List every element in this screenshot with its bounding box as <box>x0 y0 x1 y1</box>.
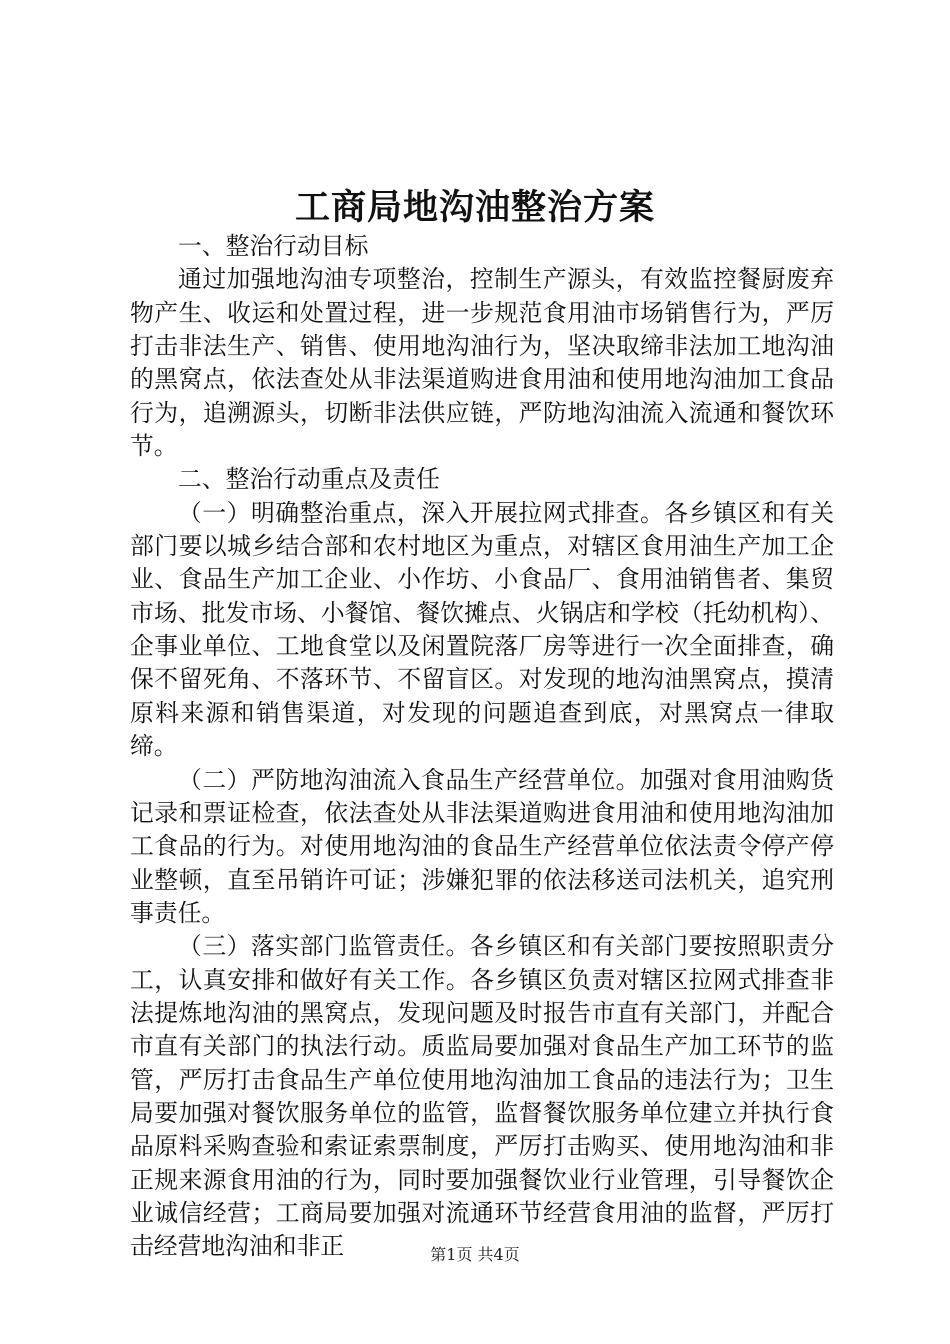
section-heading-focus: 二、整治行动重点及责任 <box>178 465 440 494</box>
document-body <box>130 230 834 1264</box>
document-title: 工商局地沟油整治方案 <box>294 187 655 228</box>
paragraph-item-3: （三）落实部门监管责任。各乡镇区和有关部门要按照职责分工，认真安排和做好有关工作。各乡镇区负责对辖区拉网式排查非法提炼地沟油的黑窝点，发现问题及时报告市直有关部门，并配合市直有关部门的执法行动。质监局要加强对食品生产加工环节的监管，严厉打击食品生产单位使用地沟油加工食品的违法行为；卫生局要加强对餐饮服务单位的监管，监督餐饮服务单位建立并执行食品原料采购查验和索证索票制度，严厉打击购买、使用地沟油和非正规来源食用油的行为，同时要加强餐饮业行业管理，引导餐饮企业诚信经营；工商局要加强对流通环节经营食用油的监督，严厉打击经营地沟油和非正 <box>130 932 834 1261</box>
paragraph-item-1: （一）明确整治重点，深入开展拉网式排查。各乡镇区和有关部门要以城乡结合部和农村地区为重点，对辖区食用油生产加工企业、食品生产加工企业、小作坊、小食品厂、食用油销售者、集贸市场、批发市场、小餐馆、餐饮摊点、火锅店和学校（托幼机构）、企事业单位、工地食堂以及闲置院落厂房等进行一次全面排查，确保不留死角、不落环节、不留盲区。对发现的地沟油黑窝点，摸清原料来源和销售渠道，对发现的问题追查到底，对黑窝点一律取缔。 <box>130 498 834 761</box>
section-heading-goals: 一、整治行动目标 <box>178 232 369 260</box>
page-number-footer: 第1页 共4页 <box>430 1245 520 1264</box>
paragraph-goals: 通过加强地沟油专项整治，控制生产源头，有效监控餐厨废弃物产生、收运和处置过程，进一步规范食用油市场销售行为，严厉打击非法生产、销售、使用地沟油行为，坚决取缔非法加工地沟油的黑窝点，依法查处从非法渠道购进食用油和使用地沟油加工食品行为，追溯源头，切断非法供应链，严防地沟油流入流通和餐饮环节。 <box>130 265 834 461</box>
paragraph-item-2: （二）严防地沟油流入食品生产经营单位。加强对食用油购货记录和票证检查，依法查处从非法渠道购进食用油和使用地沟油加工食品的行为。对使用地沟油的食品生产经营单位依法责令停产停业整顿，直至吊销许可证；涉嫌犯罪的依法移送司法机关，追究刑事责任。 <box>130 765 834 927</box>
